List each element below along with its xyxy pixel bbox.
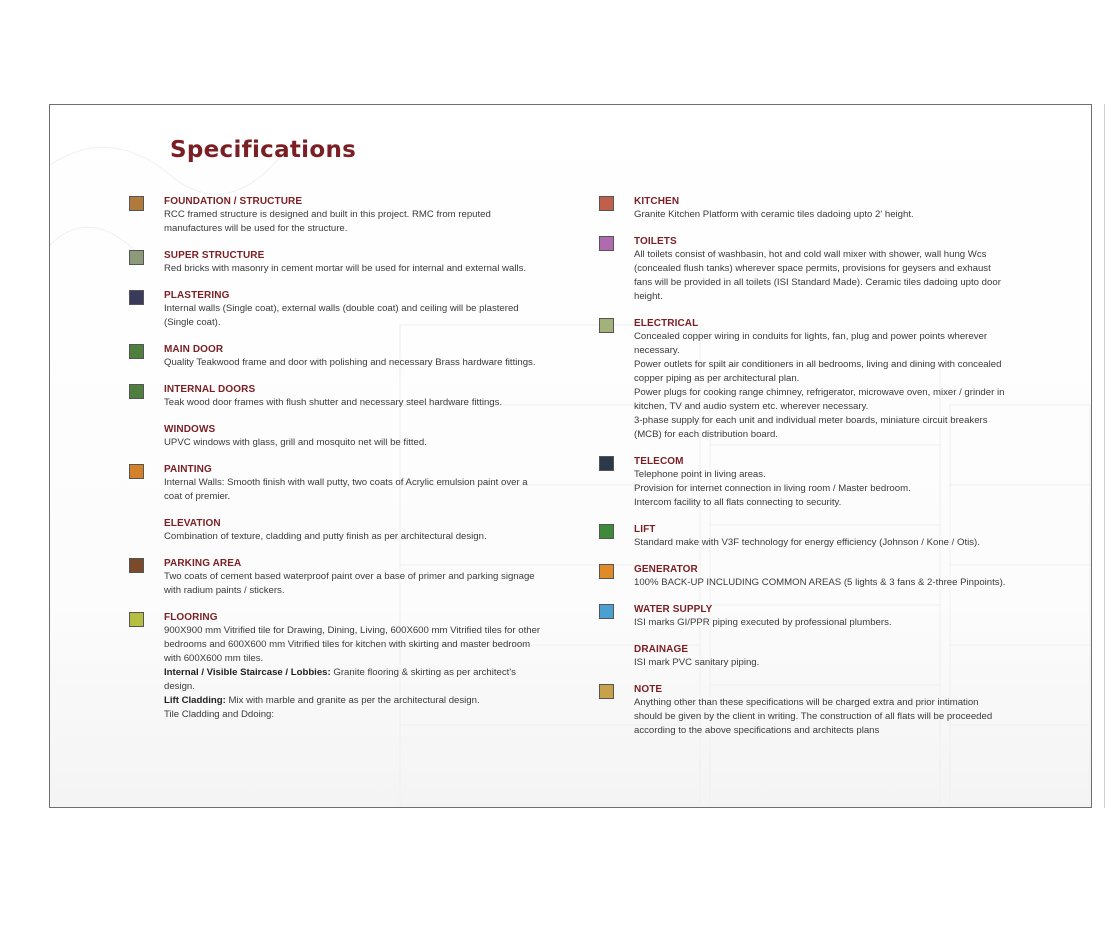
spec-heading: DRAINAGE [634, 644, 689, 655]
spec-text: ISI marks GI/PPR piping executed by professional plumbers. [634, 617, 892, 628]
spec-item-super-structure [129, 249, 544, 276]
spec-heading: PAINTING [164, 464, 212, 475]
spec-heading: WINDOWS [164, 424, 216, 435]
spec-item-note [599, 683, 1009, 738]
spec-text: Power plugs for cooking range chimney, refrigerator, microwave oven, mixer / grinder in kitchen, TV and audio system etc. wherever necessary. [634, 387, 1005, 412]
spec-text: Telephone point in living areas. [634, 469, 766, 480]
spec-item-elevation [129, 517, 544, 544]
toilets-icon [599, 236, 614, 251]
spec-item-foundation-structure [129, 195, 544, 236]
painting-icon [129, 464, 144, 479]
spec-heading: TELECOM [634, 456, 684, 467]
spec-heading: ELECTRICAL [634, 318, 699, 329]
spec-item-flooring [129, 611, 544, 722]
lift-icon [599, 524, 614, 539]
spec-heading: INTERNAL DOORS [164, 384, 256, 395]
spec-heading: GENERATOR [634, 564, 698, 575]
spec-heading: PARKING AREA [164, 558, 242, 569]
main-door-icon [129, 344, 144, 359]
spec-text: Standard make with V3F technology for energy efficiency (Johnson / Kone / Otis). [634, 537, 980, 548]
plastering-icon [129, 290, 144, 305]
spec-heading: MAIN DOOR [164, 344, 224, 355]
internal-doors-icon [129, 384, 144, 399]
lift-cladding-label: Lift Cladding: [164, 695, 226, 706]
spec-heading: NOTE [634, 684, 663, 695]
spec-item-internal-doors [129, 383, 544, 410]
spec-text: Granite Kitchen Platform with ceramic tiles dadoing upto 2' height. [634, 209, 914, 220]
spec-text: Quality Teakwood frame and door with polishing and necessary Brass hardware fittings. [164, 357, 536, 368]
spec-text: Internal Walls: Smooth finish with wall putty, two coats of Acrylic emulsion paint over a coat of premier. [164, 477, 528, 502]
spec-text: Combination of texture, cladding and putty finish as per architectural design. [164, 531, 487, 542]
spec-text: Teak wood door frames with flush shutter and necessary steel hardware fittings. [164, 397, 503, 408]
right-spec-column [599, 195, 1009, 751]
spec-text: Internal walls (Single coat), external walls (double coat) and ceiling will be plastered (Single coat). [164, 303, 519, 328]
spec-text: UPVC windows with glass, grill and mosquito net will be fitted. [164, 437, 427, 448]
foundation-icon [129, 196, 144, 211]
electrical-icon [599, 318, 614, 333]
spec-heading: LIFT [634, 524, 656, 535]
spec-text: ISI mark PVC sanitary piping. [634, 657, 760, 668]
generator-icon [599, 564, 614, 579]
spec-item-parking-area [129, 557, 544, 598]
spec-item-drainage [599, 643, 1009, 670]
spec-sheet [49, 104, 1092, 808]
spec-item-main-door [129, 343, 544, 370]
spec-item-lift [599, 523, 1009, 550]
parking-area-icon [129, 558, 144, 573]
spec-item-kitchen [599, 195, 1009, 222]
spec-text: RCC framed structure is designed and built in this project. RMC from reputed manufactures will be used for the structure. [164, 209, 491, 234]
telecom-icon [599, 456, 614, 471]
flooring-lift-text: Lift Cladding: Mix with marble and granite as per the architectural design. [164, 695, 480, 706]
spec-text: Anything other than these specifications will be charged extra and prior intimation should be given by the client in writing. The construction of all flats will be proceeded according to the above specifications and architects plans [634, 697, 993, 736]
spec-text: Intercom facility to all flats connecting to security. [634, 497, 842, 508]
spec-text: Concealed copper wiring in conduits for lights, fan, plug and power points wherever necessary. [634, 331, 988, 356]
spec-heading: TOILETS [634, 236, 677, 247]
spec-item-generator [599, 563, 1009, 590]
spec-item-plastering [129, 289, 544, 330]
staircase-label: Internal / Visible Staircase / Lobbies: [164, 667, 331, 678]
spec-text: Provision for internet connection in living room / Master bedroom. [634, 483, 911, 494]
left-spec-column [129, 195, 544, 735]
spec-text: 3-phase supply for each unit and individual meter boards, miniature circuit breakers (MCB) for each distribution board. [634, 415, 988, 440]
spec-text: 100% BACK-UP INCLUDING COMMON AREAS (5 lights & 3 fans & 2-three Pinpoints). [634, 577, 1006, 588]
super-structure-icon [129, 250, 144, 265]
kitchen-icon [599, 196, 614, 211]
flooring-staircase-text: Internal / Visible Staircase / Lobbies: Granite flooring & skirting as per architect's design. [164, 667, 516, 692]
flooring-tile-text: Tile Cladding and Ddoing: [164, 709, 275, 720]
spec-item-painting [129, 463, 544, 504]
spec-item-windows [129, 423, 544, 450]
flooring-icon [129, 612, 144, 627]
spec-heading: FOUNDATION / STRUCTURE [164, 196, 303, 207]
water-supply-icon [599, 604, 614, 619]
spec-heading: FLOORING [164, 612, 218, 623]
spec-heading: PLASTERING [164, 290, 230, 301]
spec-item-telecom [599, 455, 1009, 510]
spec-item-electrical [599, 317, 1009, 442]
spec-item-toilets [599, 235, 1009, 304]
spec-text: 900X900 mm Vitrified tile for Drawing, Dining, Living, 600X600 mm Vitrified tiles for other bedrooms and 600X600 mm Vitrified tiles for kitchen with skirting and master bedroom with 600X600 mm tiles. [164, 625, 541, 664]
page-title: Specifications [170, 137, 357, 163]
spec-heading: SUPER STRUCTURE [164, 250, 265, 261]
spec-heading: ELEVATION [164, 518, 221, 529]
spec-text: Red bricks with masonry in cement mortar will be used for internal and external walls. [164, 263, 527, 274]
spec-text: Two coats of cement based waterproof paint over a base of primer and parking signage with radium paints / stickers. [164, 571, 535, 596]
spec-item-water-supply [599, 603, 1009, 630]
note-icon [599, 684, 614, 699]
spec-heading: KITCHEN [634, 196, 680, 207]
page-edge [1104, 104, 1105, 808]
spec-heading: WATER SUPPLY [634, 604, 713, 615]
spec-text: All toilets consist of washbasin, hot and cold wall mixer with shower, wall hung Wcs (concealed flush tanks) wherever space permits, provisions for geysers and exhaust fans will be provided in all toilets (ISI Standard Made). Ceramic tiles dadoing upto door height. [634, 249, 1001, 302]
spec-text: Power outlets for spilt air conditioners in all bedrooms, living and dining with concealed copper piping as per architectural plan. [634, 359, 1002, 384]
